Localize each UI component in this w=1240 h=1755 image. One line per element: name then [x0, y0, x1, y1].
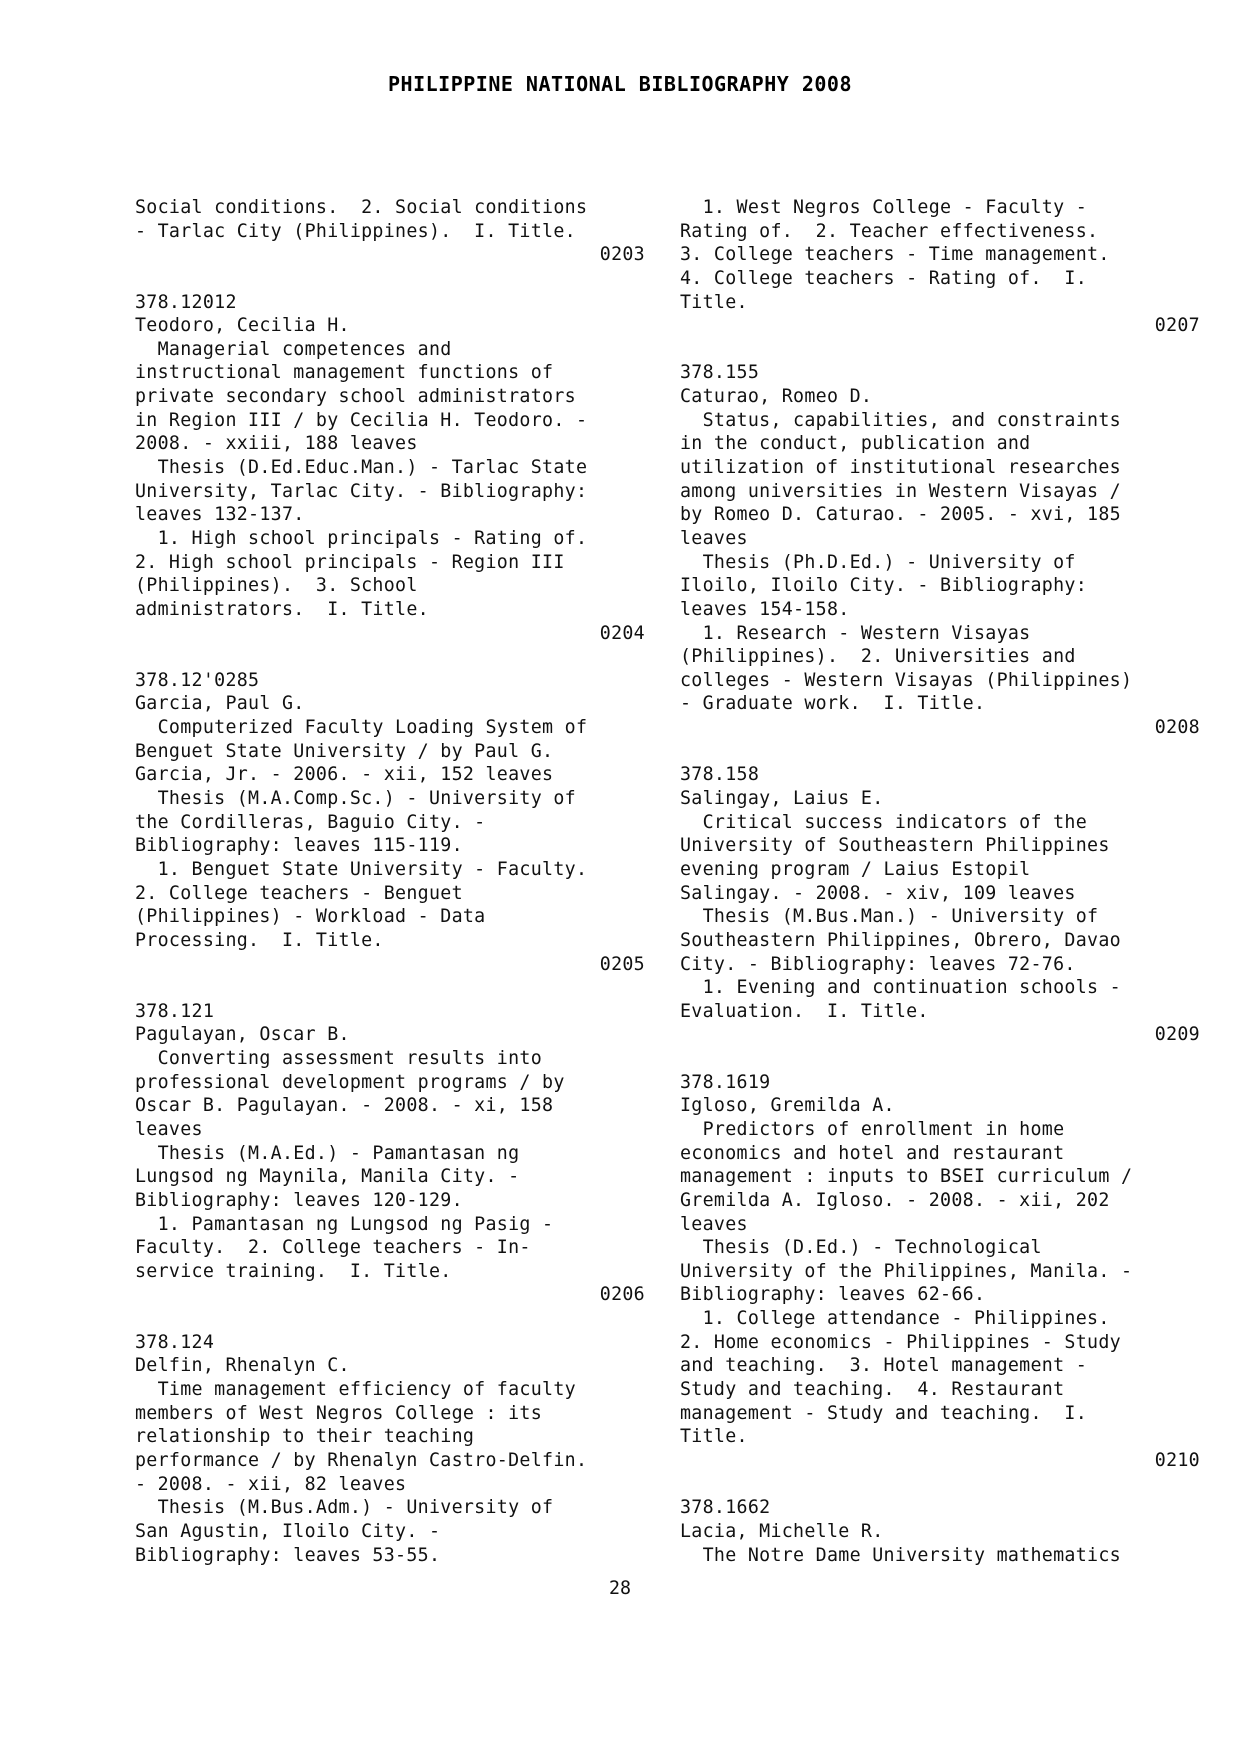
entry-text-line: and teaching. 3. Hotel management - [680, 1355, 1088, 1377]
entry-text-line: Faculty. 2. College teachers - In- [135, 1237, 531, 1259]
entry-text-line: Rating of. 2. Teacher effectiveness. [680, 220, 1099, 242]
call-number: 378.121 [135, 1000, 215, 1022]
bibliography-entry [135, 669, 645, 976]
page-header-title: PHILIPPINE NATIONAL BIBLIOGRAPHY 2008 [387, 72, 853, 96]
entry-text-line: 2008. - xxiii, 188 leaves [135, 433, 418, 455]
call-number: 378.155 [680, 362, 760, 384]
entry-text-line: (Philippines). 3. School [135, 575, 418, 597]
entry-text-line: Iloilo, Iloilo City. - Bibliography: [680, 575, 1088, 597]
entry-text-line: professional development programs / by [135, 1071, 565, 1093]
bibliography-entry [135, 1000, 645, 1307]
entry-text-line: Bibliography: leaves 120-129. [135, 1189, 463, 1211]
entry-text-line: management - Study and teaching. I. [680, 1402, 1088, 1424]
author-name: Teodoro, Cecilia H. [135, 315, 350, 337]
entry-text-line: private secondary school administrators [135, 386, 576, 408]
entry-text-line: leaves 154-158. [680, 598, 850, 620]
entry-text-line: Salingay. - 2008. - xiv, 109 leaves [680, 882, 1076, 904]
author-name: Garcia, Paul G. [135, 693, 305, 715]
entry-text-line: Lungsod ng Maynila, Manila City. - [135, 1166, 520, 1188]
entry-text-line: 2. High school principals - Region III [135, 551, 565, 573]
entry-text-line: evening program / Laius Estopil [680, 858, 1031, 880]
entry-text-line: Predictors of enrollment in home [680, 1118, 1065, 1140]
bibliography-entry [680, 1071, 1200, 1473]
entry-text-line: the Cordilleras, Baguio City. - [135, 811, 486, 833]
author-name: Salingay, Laius E. [680, 788, 884, 810]
entry-text-line: service training. I. Title. [135, 1260, 452, 1282]
entry-number: 0206 [599, 1284, 645, 1306]
entry-text-line: relationship to their teaching [135, 1426, 475, 1448]
entry-text-line: Time management efficiency of faculty [135, 1379, 576, 1401]
entry-text-line: leaves [135, 1118, 203, 1140]
entry-text-line: Evaluation. I. Title. [680, 1000, 929, 1022]
entry-text-line: Thesis (D.Ed.) - Technological [680, 1237, 1042, 1259]
entry-text-line: leaves [680, 1213, 748, 1235]
entry-text-line: Title. [680, 1426, 748, 1448]
entry-text-line: utilization of institutional researches [680, 457, 1121, 479]
entry-text-line: Thesis (M.Bus.Man.) - University of [680, 906, 1099, 928]
entry-text-line: performance / by Rhenalyn Castro-Delfin. [135, 1449, 588, 1471]
page-number: 28 [608, 1578, 631, 1599]
entry-text-line: 1. Pamantasan ng Lungsod ng Pasig - [135, 1213, 554, 1235]
entry-text-line: San Agustin, Iloilo City. - [135, 1520, 441, 1542]
entry-text-line: Thesis (M.A.Ed.) - Pamantasan ng [135, 1142, 520, 1164]
entry-text-line: Study and teaching. 4. Restaurant [680, 1379, 1065, 1401]
call-number: 378.12'0285 [135, 669, 260, 691]
entry-text-line: 1. High school principals - Rating of. [135, 527, 588, 549]
author-name: Igloso, Gremilda A. [680, 1095, 895, 1117]
entry-text-line: Title. [680, 291, 748, 313]
author-name: Delfin, Rhenalyn C. [135, 1355, 350, 1377]
call-number: 378.1662 [680, 1497, 771, 1519]
entry-text-line: 1. College attendance - Philippines. [680, 1308, 1110, 1330]
author-name: Pagulayan, Oscar B. [135, 1024, 350, 1046]
entry-text-line: by Romeo D. Caturao. - 2005. - xvi, 185 [680, 504, 1121, 526]
entry-text-line: 4. College teachers - Rating of. I. [680, 267, 1088, 289]
entry-text-line: University of Southeastern Philippines [680, 835, 1110, 857]
entry-text-line: administrators. I. Title. [135, 598, 429, 620]
entry-number: 0208 [1154, 717, 1200, 739]
entry-text-line: - 2008. - xii, 82 leaves [135, 1473, 407, 1495]
entry-text-line: colleges - Western Visayas (Philippines) [680, 669, 1133, 691]
entry-number: 0204 [599, 622, 645, 644]
bibliography-entry [680, 763, 1200, 1047]
entry-text-line: leaves 132-137. [135, 504, 305, 526]
entry-text-line: - Graduate work. I. Title. [680, 693, 986, 715]
entry-text-line: 2. Home economics - Philippines - Study [680, 1331, 1121, 1353]
entry-text-line: 1. Benguet State University - Faculty. [135, 858, 588, 880]
call-number: 378.158 [680, 764, 760, 786]
entry-text-line: Status, capabilities, and constraints [680, 409, 1121, 431]
entry-text-line: University of the Philippines, Manila. - [680, 1260, 1133, 1282]
continued-entry [680, 196, 1200, 338]
entry-text-line: Southeastern Philippines, Obrero, Davao [680, 929, 1121, 951]
entry-text-line: Thesis (D.Ed.Educ.Man.) - Tarlac State [135, 457, 588, 479]
entry-number: 0203 [599, 244, 645, 266]
entry-text-line: Bibliography: leaves 53-55. [135, 1544, 441, 1566]
continued-entry [135, 196, 645, 267]
entry-text-line: Thesis (M.A.Comp.Sc.) - University of [135, 788, 576, 810]
call-number: 378.12012 [135, 291, 237, 313]
entry-text-line: Processing. I. Title. [135, 929, 384, 951]
entry-text-line: Thesis (M.Bus.Adm.) - University of [135, 1497, 554, 1519]
entry-text-line: Bibliography: leaves 115-119. [135, 835, 463, 857]
entry-text-line: Thesis (Ph.D.Ed.) - University of [680, 551, 1076, 573]
entry-text-line: 1. Evening and continuation schools - [680, 977, 1121, 999]
entry-text-line: Managerial competences and [135, 338, 452, 360]
bibliography-entry [135, 1331, 645, 1567]
entry-text-line: Social conditions. 2. Social conditions [135, 197, 588, 218]
entry-text-line: City. - Bibliography: leaves 72-76. [680, 953, 1076, 975]
entry-number: 0205 [599, 953, 645, 975]
entry-text-line: (Philippines). 2. Universities and [680, 646, 1076, 668]
entry-text-line: instructional management functions of [135, 362, 554, 384]
author-name: Caturao, Romeo D. [680, 386, 873, 408]
entry-number: 0209 [1154, 1024, 1200, 1046]
entry-text-line: - Tarlac City (Philippines). I. Title. [135, 220, 576, 242]
entry-text-line: Gremilda A. Igloso. - 2008. - xii, 202 [680, 1189, 1110, 1211]
author-name: Lacia, Michelle R. [680, 1520, 884, 1542]
right-column [680, 196, 1200, 1591]
entry-text-line: Converting assessment results into [135, 1048, 543, 1070]
entry-text-line: Computerized Faculty Loading System of [135, 717, 588, 739]
entry-text-line: University, Tarlac City. - Bibliography: [135, 480, 588, 502]
entry-text-line: 1. Research - Western Visayas [680, 622, 1031, 644]
entry-text-line: in the conduct, publication and [680, 433, 1031, 455]
entry-text-line: management : inputs to BSEI curriculum / [680, 1166, 1133, 1188]
bibliography-entry [680, 1496, 1200, 1567]
entry-text-line: leaves [680, 527, 748, 549]
entry-text-line: among universities in Western Visayas / [680, 480, 1121, 502]
entry-number: 0207 [1154, 315, 1200, 337]
entry-text-line: Benguet State University / by Paul G. [135, 740, 554, 762]
entry-text-line: 1. West Negros College - Faculty - [680, 197, 1088, 218]
left-column [135, 196, 645, 1591]
entry-text-line: Garcia, Jr. - 2006. - xii, 152 leaves [135, 764, 554, 786]
entry-text-line: members of West Negros College : its [135, 1402, 543, 1424]
entry-text-line: in Region III / by Cecilia H. Teodoro. - [135, 409, 588, 431]
entry-text-line: (Philippines) - Workload - Data [135, 906, 486, 928]
entry-text-line: Bibliography: leaves 62-66. [680, 1284, 986, 1306]
entry-text-line: economics and hotel and restaurant [680, 1142, 1065, 1164]
entry-text-line: 2. College teachers - Benguet [135, 882, 463, 904]
call-number: 378.124 [135, 1331, 215, 1353]
bibliography-entry [135, 291, 645, 646]
entry-text-line: Critical success indicators of the [680, 811, 1088, 833]
entry-number: 0210 [1154, 1449, 1200, 1471]
call-number: 378.1619 [680, 1071, 771, 1093]
entry-text-line: The Notre Dame University mathematics [680, 1544, 1121, 1566]
entry-text-line: Oscar B. Pagulayan. - 2008. - xi, 158 [135, 1095, 554, 1117]
entry-text-line: 3. College teachers - Time management. [680, 244, 1110, 266]
bibliography-entry [680, 361, 1200, 739]
